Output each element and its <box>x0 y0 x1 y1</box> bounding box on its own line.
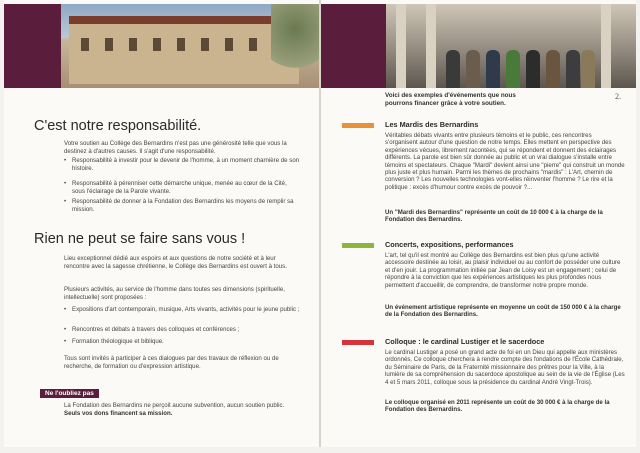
section-bar-concerts <box>342 243 374 248</box>
para-subvention: La Fondation des Bernardins ne perçoit aucune subvention, aucun soutien public. Seuls vos dons financent sa mission. <box>64 402 285 417</box>
section-title-concerts: Concerts, expositions, performances <box>385 240 514 249</box>
header-band <box>4 4 61 88</box>
bullet-formation: • Formation théologique et biblique. <box>64 338 164 345</box>
bullet-2: • Responsabilité à pérenniser cette démarche unique, menée au cœur de la Cité, sous l'éclairage de la Parole vivante. <box>64 180 287 195</box>
para-lieu: Lieu exceptionnel dédié aux espoirs et aux questions de notre société et à leur rencontre avec la sagesse chrétienne, le Collège des Bernardins est ouvert à tous. <box>64 255 287 270</box>
intro-text: Voici des exemples d'événements que nous pourrons financer grâce à votre soutien. <box>385 92 516 107</box>
section-body-mardis: Véritables débats vivants entre plusieurs témoins et le public, ces rencontres s'organisent autour d'une question de notre temps. Elles mettent en perspective des expériences vécues, librement racontées, qui se répondent et donnent des éclairages différents. La parole est bien sûr donnée au public et un vrai dialogue s'installe entre témoins et spectateurs. Chaque "Mardi" devient ainsi une "pierre" qui construit un monde plus juste et plus humain. Parmi les thèmes de prochains "mardis" : L'Art, chemin de conversion ? Les nouvelles technologies vont-elles réinventer l'homme ? Le rire et la politique : excès d'humour contre excès de pouvoir ?... <box>385 132 625 191</box>
para-activites: Plusieurs activités, au service de l'homme dans toutes ses dimensions (spirituelle, intellectuelle) sont proposées : <box>64 286 285 301</box>
section-title-colloque: Colloque : le cardinal Lustiger et le sacerdoce <box>385 337 545 346</box>
page-number: 2. <box>615 92 621 101</box>
section-cost-mardis: Un "Mardi des Bernardins" représente un coût de 10 000 € à la charge de la Fondation des Bernardins. <box>385 209 603 224</box>
crowd-photo <box>386 4 636 88</box>
para-soutien: Votre soutien au Collège des Bernardins n'est pas une générosité telle que vous la destinez à d'autres causes. Il s'agit d'une responsabilité. <box>64 140 287 155</box>
section-bar-colloque <box>342 340 374 345</box>
header-band <box>321 4 386 88</box>
para-invites: Tous sont invités à participer à ces dialogues par des travaux de réflexion ou de recherche, de formation ou d'expression artistique. <box>64 355 279 370</box>
left-page <box>4 0 319 447</box>
bullet-rencontres: • Rencontres et débats à travers des colloques et conférences ; <box>64 326 240 333</box>
section-body-colloque: Le cardinal Lustiger a posé un grand acte de foi en un Dieu qui appelle aux ministères ordonnés. Ce colloque cherchera à rendre compte des fondations de l'École Cathédrale, du Séminaire de Paris, de la Fraternité missionnaire des prêtres pour la Ville, à la lumière de sa compréhension du sacerdoce apostolique au sein de la vie de l'Église (Les 4 et 5 mars 2011, colloque sous la présidence du cardinal André Vingt-Trois). <box>385 349 625 386</box>
section-bar-mardis <box>342 123 374 128</box>
section-body-concerts: L'art, tel qu'il est montré au Collège des Bernardins est bien plus qu'une activité accessoire destinée au loisir, au plaisir individuel ou au confort de posséder une culture et d'en jouir. La programmation initiée par Jean de Loisy est un engagement ; celui de répondre à la conviction que les expériences artistiques les plus profondes nous permettent d'accueillir, de comprendre, de transformer notre propre monde. <box>385 252 621 289</box>
section-cost-concerts: Un événement artistique représente en moyenne un coût de 150 000 € à la charge de la Fondation des Bernardins. <box>385 304 621 319</box>
building-photo <box>61 4 319 88</box>
bullet-1: • Responsabilité à investir pour le devenir de l'homme, à un moment charnière de son histoire. <box>64 157 300 172</box>
reminder-tag: Ne l'oubliez pas <box>40 389 99 398</box>
right-page <box>321 0 636 447</box>
title-rien-sans-vous: Rien ne peut se faire sans vous ! <box>34 231 246 247</box>
section-cost-colloque: Le colloque organisé en 2011 représente un coût de 30 000 € à la charge de la Fondation des Bernardins. <box>385 399 610 414</box>
bullet-expositions: • Expositions d'art contemporain, musique, Arts vivants, activités pour le jeune public ; <box>64 306 300 313</box>
title-responsabilite: C'est notre responsabilité. <box>34 118 202 134</box>
section-title-mardis: Les Mardis des Bernardins <box>385 120 479 129</box>
bullet-3: • Responsabilité de donner à la Fondation des Bernardins les moyens de remplir sa mission. <box>64 198 294 213</box>
